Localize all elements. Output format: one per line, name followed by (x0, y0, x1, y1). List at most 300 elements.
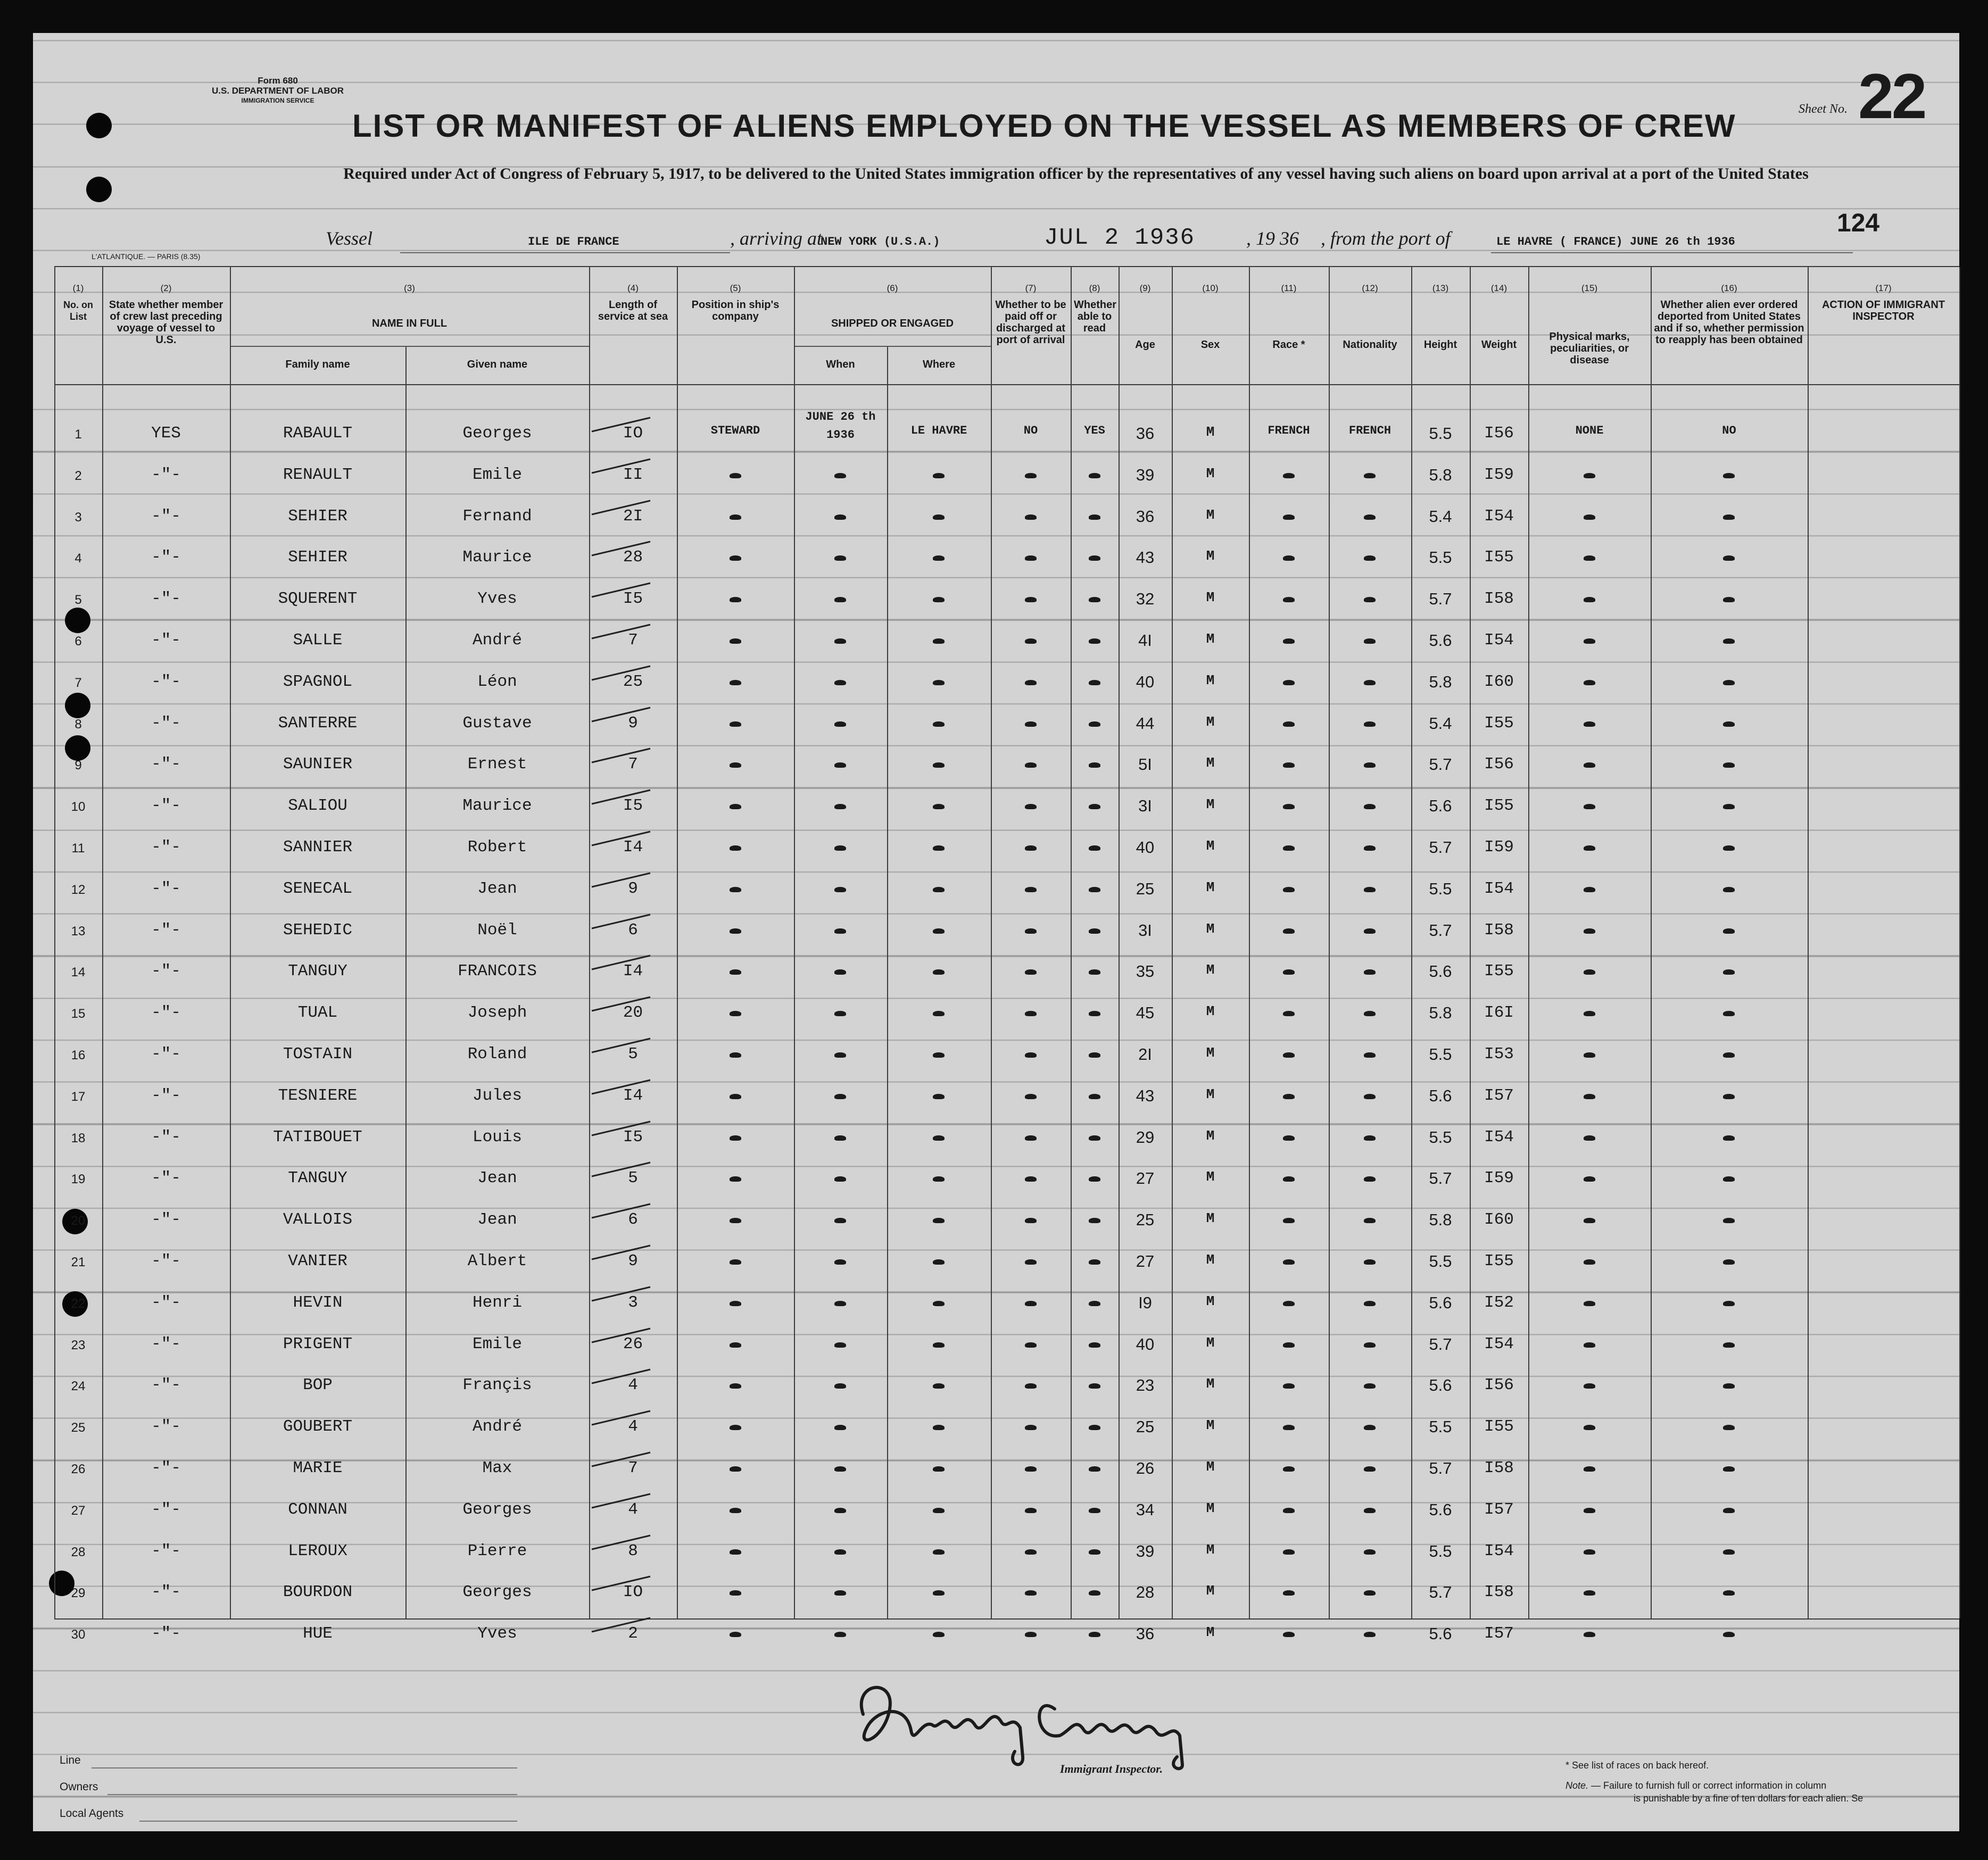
ditto-mark (1584, 1632, 1595, 1637)
weight: I57 (1484, 1624, 1514, 1643)
sex: M (1206, 838, 1215, 854)
age: 3I (1138, 920, 1152, 940)
age: 40 (1136, 672, 1155, 691)
punch-hole (65, 735, 90, 761)
ditto-mark (834, 638, 846, 644)
ditto-mark (730, 1632, 741, 1637)
ditto-mark (1283, 845, 1295, 851)
ditto-mark (1723, 638, 1735, 644)
height: 5.8 (1429, 672, 1452, 691)
height: 5.6 (1429, 1293, 1452, 1312)
ditto-mark (933, 1011, 945, 1016)
row-number: 3 (74, 510, 82, 525)
family-name: TANGUY (288, 1169, 347, 1188)
row-number: 30 (71, 1628, 86, 1642)
ditto-mark (1025, 969, 1037, 975)
year-label: , 19 36 (1246, 228, 1299, 249)
height: 5.5 (1429, 548, 1452, 567)
given-name: André (472, 631, 522, 650)
check-stroke (589, 1532, 653, 1554)
ditto-mark (1584, 1301, 1595, 1306)
ditto-mark (1723, 1342, 1735, 1348)
ditto-mark (834, 555, 846, 561)
able-to-read: YES (1084, 424, 1105, 437)
column-number: (13) (1432, 283, 1449, 293)
column-number: (1) (72, 283, 84, 293)
ditto-mark (1283, 1094, 1295, 1099)
ditto-mark (1089, 762, 1100, 768)
height: 5.4 (1429, 506, 1452, 526)
prior-voyage: -"- (151, 548, 181, 567)
ditto-mark (1723, 1011, 1735, 1016)
ditto-mark (1584, 514, 1595, 520)
sex: M (1206, 1376, 1215, 1392)
deported: NO (1722, 424, 1736, 437)
family-name: RENAULT (283, 465, 353, 484)
table-top-rule (54, 266, 1959, 267)
prior-voyage: -"- (151, 1293, 181, 1312)
ditto-mark (730, 1508, 741, 1513)
from-port-label: , from the port of (1321, 228, 1451, 249)
service-years: I5 (623, 796, 643, 816)
sheet-label: Sheet No. (1799, 102, 1848, 116)
height: 5.6 (1429, 1086, 1452, 1105)
ditto-mark (1283, 1632, 1295, 1637)
ditto-mark (1584, 1218, 1595, 1223)
column-number: (17) (1875, 283, 1892, 293)
weight: I56 (1484, 755, 1514, 774)
ditto-mark (1364, 762, 1376, 768)
ditto-mark (1283, 928, 1295, 934)
footer-line-label: Line (60, 1754, 81, 1766)
check-stroke (589, 870, 653, 891)
sex: M (1206, 1169, 1215, 1185)
sex: M (1206, 631, 1215, 647)
check-stroke (589, 663, 653, 684)
ditto-mark (1089, 1052, 1100, 1058)
service-years: IO (623, 1583, 643, 1602)
family-name: VALLOIS (283, 1210, 353, 1230)
ditto-mark (834, 1094, 846, 1099)
ditto-mark (834, 1259, 846, 1265)
column-header: Whether alien ever ordered deported from United States and if so, whether permission to reapply has been obtained (1654, 299, 1804, 346)
family-name: VANIER (288, 1252, 347, 1271)
given-name: Roland (467, 1045, 527, 1064)
underline (1491, 252, 1853, 253)
ditto-mark (1283, 555, 1295, 561)
given-name: Henri (472, 1293, 522, 1312)
family-name: TUAL (297, 1003, 338, 1023)
weight: I55 (1484, 962, 1514, 981)
physical-marks: NONE (1575, 424, 1604, 437)
column-rule (1071, 267, 1072, 1618)
row-number: 29 (71, 1586, 86, 1601)
weight: I55 (1484, 713, 1514, 733)
ditto-mark (834, 1425, 846, 1430)
ditto-mark (1584, 680, 1595, 685)
height: 5.7 (1429, 589, 1452, 609)
ditto-mark (1025, 1383, 1037, 1389)
given-name: Pierre (467, 1541, 527, 1560)
column-number: (7) (1025, 283, 1037, 293)
column-rule (1249, 267, 1250, 1618)
ditto-mark (730, 597, 741, 602)
ditto-mark (1025, 680, 1037, 685)
ditto-mark (1364, 804, 1376, 809)
ditto-mark (1089, 1342, 1100, 1348)
prior-voyage: -"- (151, 755, 181, 774)
ditto-mark (1283, 1011, 1295, 1016)
ditto-mark (933, 721, 945, 727)
check-stroke (589, 1573, 653, 1595)
ditto-mark (1364, 1135, 1376, 1141)
ditto-mark (834, 928, 846, 934)
sex: M (1206, 506, 1215, 523)
ditto-mark (834, 721, 846, 727)
ditto-mark (1089, 514, 1100, 520)
prior-voyage: -"- (151, 1583, 181, 1602)
age: 43 (1136, 1086, 1155, 1105)
ditto-mark (1089, 1508, 1100, 1513)
sex: M (1206, 1459, 1215, 1475)
ditto-mark (730, 887, 741, 892)
check-stroke (589, 1325, 653, 1347)
prior-voyage: -"- (151, 1624, 181, 1643)
row-number: 19 (71, 1172, 86, 1187)
ditto-mark (1584, 887, 1595, 892)
prior-voyage: -"- (151, 1003, 181, 1023)
ditto-mark (1723, 1508, 1735, 1513)
ditto-mark (1025, 473, 1037, 478)
age: I9 (1138, 1293, 1152, 1312)
family-name: BOP (303, 1376, 333, 1395)
given-name: Robert (467, 838, 527, 857)
column-number: (6) (887, 283, 898, 293)
ditto-mark (1584, 1342, 1595, 1348)
ditto-mark (1025, 804, 1037, 809)
ditto-mark (1723, 887, 1735, 892)
height: 5.5 (1429, 1127, 1452, 1147)
ditto-mark (834, 680, 846, 685)
ditto-mark (933, 1259, 945, 1265)
family-name: BOURDON (283, 1583, 353, 1602)
column-header: Whether to be paid off or discharged at port of arrival (995, 299, 1066, 346)
ditto-mark (730, 1052, 741, 1058)
family-name: CONNAN (288, 1500, 347, 1519)
age: 25 (1136, 879, 1155, 898)
ditto-mark (933, 969, 945, 975)
height: 5.5 (1429, 1541, 1452, 1560)
age: 23 (1136, 1376, 1155, 1395)
ditto-mark (1025, 1466, 1037, 1472)
prior-voyage: -"- (151, 1127, 181, 1147)
row-number: 28 (71, 1545, 86, 1559)
service-years: 7 (628, 631, 638, 650)
column-rule (794, 267, 795, 1618)
ditto-mark (1364, 1590, 1376, 1596)
height: 5.7 (1429, 755, 1452, 774)
weight: I57 (1484, 1086, 1514, 1105)
ditto-mark (933, 1590, 945, 1596)
column-header: Age (1135, 339, 1155, 351)
from-port: LE HAVRE ( FRANCE) JUNE 26 th 1936 (1496, 235, 1735, 248)
service-years: 25 (623, 672, 643, 691)
ditto-mark (1584, 1094, 1595, 1099)
sex: M (1206, 465, 1215, 481)
ditto-mark (1025, 1549, 1037, 1555)
given-name: Emile (472, 1334, 522, 1354)
page-title: LIST OR MANIFEST OF ALIENS EMPLOYED ON THE VESSEL AS MEMBERS OF CREW (352, 108, 1736, 144)
service-years: 9 (628, 1252, 638, 1271)
subcolumn-rule (887, 347, 888, 1618)
row-number: 11 (71, 841, 85, 856)
ditto-mark (933, 1094, 945, 1099)
vessel-label: Vessel (326, 228, 372, 249)
arrival-date-stamp: JUL 2 1936 (1044, 225, 1196, 251)
ditto-mark (1364, 1052, 1376, 1058)
prior-voyage: -"- (151, 713, 181, 733)
sex: M (1206, 796, 1215, 813)
ditto-mark (1089, 473, 1100, 478)
ditto-mark (1364, 555, 1376, 561)
given-name: Maurice (462, 796, 532, 816)
ditto-mark (1584, 845, 1595, 851)
sex: M (1206, 1417, 1215, 1434)
ditto-mark (1089, 597, 1100, 602)
ditto-mark (933, 1383, 945, 1389)
height: 5.7 (1429, 1334, 1452, 1354)
ditto-mark (1364, 1094, 1376, 1099)
check-stroke (589, 911, 653, 933)
ditto-mark (1723, 1632, 1735, 1637)
ditto-mark (1723, 1176, 1735, 1182)
check-stroke (589, 414, 653, 436)
punch-hole (86, 177, 112, 202)
ditto-mark (1584, 1590, 1595, 1596)
ditto-mark (1025, 1011, 1037, 1016)
height: 5.5 (1429, 1045, 1452, 1064)
ditto-mark (834, 887, 846, 892)
ditto-mark (730, 1259, 741, 1265)
ditto-mark (1364, 1632, 1376, 1637)
given-name: Yves (477, 589, 517, 609)
ditto-mark (1025, 638, 1037, 644)
ditto-mark (1283, 1383, 1295, 1389)
ditto-mark (1089, 1549, 1100, 1555)
row-number: 26 (71, 1462, 86, 1476)
ditto-mark (1089, 845, 1100, 851)
height: 5.7 (1429, 1169, 1452, 1188)
prior-voyage: -"- (151, 1169, 181, 1188)
age: 5I (1138, 755, 1152, 774)
ditto-mark (834, 1342, 846, 1348)
height: 5.6 (1429, 631, 1452, 650)
ditto-mark (1364, 1301, 1376, 1306)
row-number: 27 (71, 1503, 86, 1518)
ship-position: STEWARD (710, 424, 760, 437)
height: 5.6 (1429, 796, 1452, 816)
ditto-mark (1283, 804, 1295, 809)
footer-owners-rule (107, 1794, 517, 1795)
weight: I55 (1484, 1252, 1514, 1271)
ditto-mark (1283, 1218, 1295, 1223)
service-years: 5 (628, 1169, 638, 1188)
ditto-mark (1089, 1259, 1100, 1265)
ditto-mark (1723, 1135, 1735, 1141)
column-header: SHIPPED OR ENGAGED (831, 318, 954, 329)
subcolumn-header: Given name (467, 359, 528, 370)
row-number: 7 (74, 675, 82, 690)
ditto-mark (1584, 969, 1595, 975)
ditto-mark (1364, 1549, 1376, 1555)
age: 26 (1136, 1459, 1155, 1477)
ditto-mark (730, 721, 741, 727)
ditto-mark (1723, 555, 1735, 561)
ditto-mark (933, 845, 945, 851)
column-rule (677, 267, 678, 1618)
family-name: TANGUY (288, 962, 347, 981)
ditto-mark (933, 680, 945, 685)
family-name: RABAULT (283, 424, 353, 443)
ditto-mark (834, 762, 846, 768)
row-number: 2 (74, 468, 82, 483)
subtitle: Required under Act of Congress of February 5, 1917, to be delivered to the United States immigration officer by the representatives of any vessel having such aliens on board upon arrival at a port of the United States (343, 165, 1809, 182)
check-stroke (589, 1491, 653, 1512)
column-rule (1959, 267, 1960, 1618)
row-number: 24 (71, 1379, 86, 1394)
ditto-mark (834, 1301, 846, 1306)
ditto-mark (730, 762, 741, 768)
weight: I54 (1484, 1127, 1514, 1147)
ditto-mark (1364, 1383, 1376, 1389)
height: 5.5 (1429, 879, 1452, 898)
service-years: 7 (628, 1459, 638, 1477)
age: 3I (1138, 796, 1152, 816)
check-stroke (589, 1408, 653, 1429)
check-stroke (589, 994, 653, 1015)
ditto-mark (1283, 597, 1295, 602)
ditto-mark (834, 1590, 846, 1596)
row-number: 13 (71, 924, 86, 939)
name-subheader-rule (230, 346, 589, 347)
column-number: (14) (1490, 283, 1507, 293)
service-years: 2 (628, 1624, 638, 1643)
row-number: 8 (74, 717, 82, 732)
column-header: Nationality (1343, 339, 1397, 351)
ditto-mark (1025, 1052, 1037, 1058)
ditto-mark (834, 1549, 846, 1555)
ditto-mark (1723, 1259, 1735, 1265)
weight: I57 (1484, 1500, 1514, 1519)
ditto-mark (1089, 1135, 1100, 1141)
ditto-mark (834, 1218, 846, 1223)
row-number: 4 (74, 551, 82, 566)
ditto-mark (1089, 555, 1100, 561)
ditto-mark (1283, 1549, 1295, 1555)
prior-voyage: -"- (151, 1210, 181, 1230)
ditto-mark (1364, 969, 1376, 975)
service-years: 4 (628, 1417, 638, 1436)
check-stroke (589, 1366, 653, 1388)
manifest-sheet (33, 33, 1959, 1831)
prior-voyage: -"- (151, 879, 181, 898)
sex: M (1206, 1210, 1215, 1227)
weight: I54 (1484, 879, 1514, 898)
ditto-mark (1089, 638, 1100, 644)
prior-voyage: -"- (151, 589, 181, 609)
sex: M (1206, 1624, 1215, 1641)
ditto-mark (1089, 1425, 1100, 1430)
height: 5.5 (1429, 1417, 1452, 1436)
ditto-mark (1089, 1632, 1100, 1637)
ditto-mark (1723, 969, 1735, 975)
service-years: 9 (628, 713, 638, 733)
check-stroke (589, 621, 653, 643)
ditto-mark (1584, 1549, 1595, 1555)
ditto-mark (933, 1052, 945, 1058)
given-name: Jean (477, 1210, 517, 1230)
column-header: State whether member of crew last preceding voyage of vessel to U.S. (109, 299, 223, 346)
ditto-mark (1584, 638, 1595, 644)
ditto-mark (1584, 762, 1595, 768)
shipped-where: LE HAVRE (910, 424, 967, 437)
column-number: (3) (404, 283, 415, 293)
ditto-mark (730, 638, 741, 644)
nationality: FRENCH (1348, 424, 1391, 437)
ditto-mark (1089, 887, 1100, 892)
prior-voyage: -"- (151, 1417, 181, 1436)
prior-voyage: -"- (151, 1541, 181, 1560)
row-number: 6 (74, 634, 82, 649)
ditto-mark (1025, 1135, 1037, 1141)
family-name: PRIGENT (283, 1334, 353, 1354)
ditto-mark (1025, 1094, 1037, 1099)
row-number: 10 (71, 800, 86, 815)
check-stroke (589, 704, 653, 726)
sex: M (1206, 548, 1215, 564)
given-name: Albert (467, 1252, 527, 1271)
row-number: 1 (74, 427, 82, 442)
inspector-signature (831, 1672, 1214, 1773)
age: 25 (1136, 1210, 1155, 1230)
ditto-mark (1584, 928, 1595, 934)
service-years: 5 (628, 1045, 638, 1064)
family-name: TATIBOUET (273, 1127, 362, 1147)
ditto-mark (730, 804, 741, 809)
ditto-mark (1364, 1425, 1376, 1430)
prior-voyage: -"- (151, 631, 181, 650)
vessel-name: ILE DE FRANCE (528, 235, 619, 248)
ditto-mark (1283, 680, 1295, 685)
sex: M (1206, 1045, 1215, 1061)
ditto-mark (1025, 845, 1037, 851)
subcolumn-header: Family name (285, 359, 350, 370)
family-name: MARIE (293, 1459, 343, 1477)
check-stroke (589, 538, 653, 560)
ditto-mark (1364, 1259, 1376, 1265)
given-name: Jean (477, 1169, 517, 1188)
age: 45 (1136, 1003, 1155, 1023)
prior-voyage: -"- (151, 1334, 181, 1354)
age: 35 (1136, 962, 1155, 981)
check-stroke (589, 1242, 653, 1264)
given-name: André (472, 1417, 522, 1436)
age: 43 (1136, 548, 1155, 567)
service-years: 9 (628, 879, 638, 898)
ditto-mark (1364, 597, 1376, 602)
footer-agents-rule (139, 1821, 517, 1822)
ditto-mark (1364, 638, 1376, 644)
